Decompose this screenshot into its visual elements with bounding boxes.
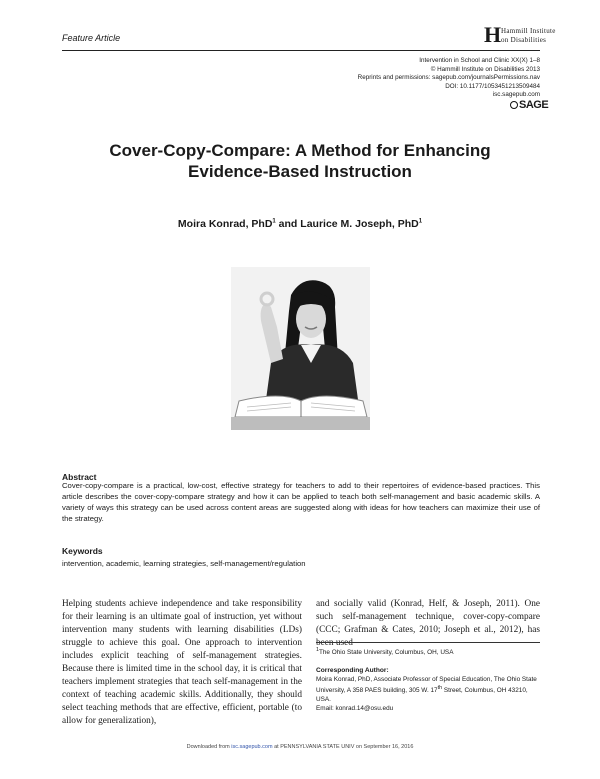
corresponding-author-details [316, 675, 540, 713]
footnote-rule [316, 642, 540, 643]
title-line-1: Cover-Copy-Compare: A Method for Enhancing [109, 141, 491, 160]
author-line [62, 218, 538, 230]
logo-letter: H [484, 22, 502, 47]
logo-line-2: on Disabilities [501, 36, 547, 44]
affiliation-text: The Ohio State University, Columbus, OH, USA [318, 649, 454, 657]
article-title [62, 140, 538, 182]
header-rule [62, 50, 540, 51]
author-1: Moira Konrad, PhD [177, 218, 273, 230]
author-1-affiliation: 1 [272, 218, 276, 225]
body-column-2: and socially valid (Konrad, Helf, & Joseph, 2011). One such self-management technique, cover-copy-compare (CCC; Grafman & Cates, 2010; Joseph et al., 2012), has been used [316, 599, 540, 648]
author-2-affiliation: 1 [418, 218, 423, 225]
logo-line-1: Hammill Institute [501, 27, 556, 35]
download-notice [0, 744, 600, 750]
corresponding-author-address [316, 675, 540, 704]
journal-info [358, 57, 540, 100]
hammill-logo [484, 22, 556, 48]
address-part-1: Moira Konrad, PhD, Associate Professor of Special Education, The Ohio State University, A 358 PAES building, 305 W. 17 [316, 676, 537, 695]
download-site-link[interactable]: isc.sagepub.com [231, 744, 273, 750]
keywords-text: intervention, academic, learning strategies, self-management/regulation [62, 559, 306, 568]
download-prefix: Downloaded from [186, 744, 232, 750]
address-part-2: Street, Columbus, OH 43210, USA. [316, 687, 528, 704]
student-illustration [231, 267, 370, 430]
copyright-line: © Hammill Institute on Disabilities 2013 [430, 65, 540, 73]
doi-line[interactable]: DOI: 10.1177/1053451213509484 [445, 82, 540, 90]
abstract-heading: Abstract [62, 472, 97, 482]
student-photo [231, 267, 370, 430]
sage-logo [510, 99, 548, 111]
corresponding-author-heading: Corresponding Author: [316, 667, 389, 674]
author-2: Laurice M. Joseph, PhD [300, 218, 419, 230]
article-type-label: Feature Article [62, 33, 121, 43]
affiliation-marker: 1 [316, 647, 319, 653]
address-ordinal: th [437, 685, 443, 691]
sage-wordmark: SAGE [519, 99, 549, 111]
sage-mark-icon [510, 101, 518, 109]
abstract-text: Cover-copy-compare is a practical, low-cost, effective strategy for teachers to add to their repertoires of evidence-based practices. This article describes the cover-copy-compare strategy and how it can be applied to teach both self-management and basic academic skills. A variety of ways this strategy can be used across content areas are suggested along with ideas for how teachers can maximize their use of the strategy. [62, 481, 540, 523]
corresponding-author-email[interactable]: Email: konrad.14@osu.edu [316, 705, 394, 713]
author-separator: and [275, 218, 301, 230]
keywords-heading: Keywords [62, 546, 103, 556]
body-column-1: Helping students achieve independence and take responsibility for their learning is an ultimate goal of instruction, yet without intervention many students with learning disabilities (LDs) struggle to achieve this goal. One approach to intervention includes explicit teaching of self-management strategies. Because there is limited time in the school day, it is critical that teachers implement strategies that teach self-management in the context of teaching academic skills. Additionally, they should select teaching methods that are effective, efficient, portable (to allow for generalization), [62, 599, 302, 726]
affiliation-footnote [316, 646, 540, 657]
journal-citation: Intervention in School and Clinic XX(X) 1–8 [419, 57, 540, 64]
permissions-line[interactable]: Reprints and permissions: sagepub.com/journalsPermissions.nav [357, 74, 540, 82]
download-suffix: at PENNSYLVANIA STATE UNIV on September 16, 2016 [272, 744, 414, 750]
title-line-2: Evidence-Based Instruction [188, 162, 412, 181]
journal-url[interactable]: isc.sagepub.com [492, 91, 540, 99]
